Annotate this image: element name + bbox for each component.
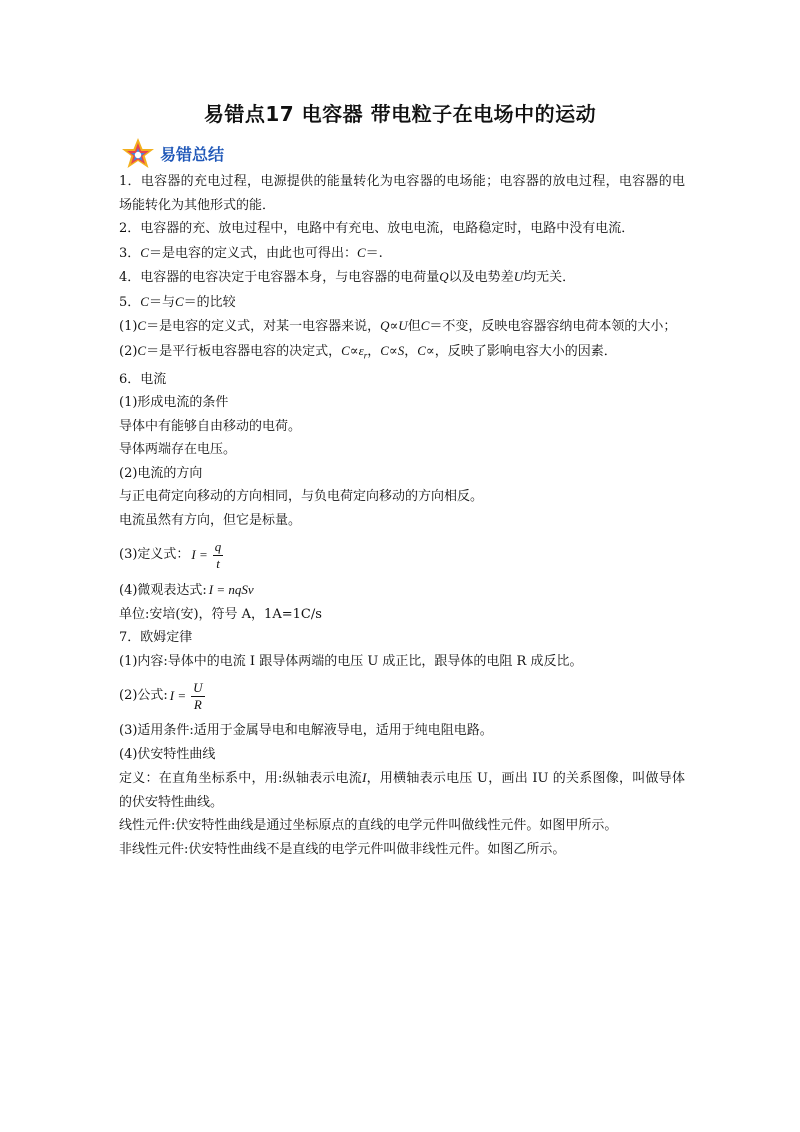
math-symbol: C — [137, 318, 147, 333]
paragraph: 线性元件:伏安特性曲线是通过坐标原点的直线的电学元件叫做线性元件。如图甲所示。 — [119, 818, 618, 834]
paragraph: 6．电流 — [119, 371, 167, 387]
math-subscript: r — [363, 350, 368, 361]
math-symbol: I — [362, 770, 367, 786]
math-symbol: C — [174, 293, 184, 309]
math-symbol: C — [140, 244, 149, 260]
text: ，用横轴表示电压 U，画出 IU 的关系图像，叫做导体的伏安特性曲线。 — [119, 771, 685, 810]
formula-lhs: I = — [191, 547, 208, 563]
text: ， — [404, 343, 418, 359]
paragraph — [119, 290, 685, 315]
fraction-numerator: q — [214, 538, 222, 554]
text: (1) — [119, 319, 138, 334]
formula-line — [119, 676, 685, 716]
text: ＝的比较 — [183, 294, 236, 310]
paragraph: 7．欧姆定律 — [119, 630, 193, 646]
text: (2)公式: — [119, 688, 168, 704]
paragraph: (3)适用条件:适用于金属导电和电解液导电，适用于纯电阻电路。 — [119, 723, 493, 739]
paragraph: 2．电容器的充、放电过程中，电路中有充电、放电电流，电路稳定时，电路中没有电流． — [119, 221, 635, 236]
text: 均无关． — [523, 270, 576, 285]
fraction-numerator: U — [193, 679, 203, 695]
math-symbol: C — [356, 244, 366, 260]
paragraph: 非线性元件:伏安特性曲线不是直线的电学元件叫做非线性元件。如图乙所示。 — [119, 841, 566, 857]
text: ，反映了影响电容大小的因素． — [434, 343, 617, 359]
text: ＝是电容的定义式，对某一电容器来说， — [146, 319, 381, 334]
math-expression: C∝S — [380, 342, 405, 358]
paragraph: (4)伏安特性曲线 — [119, 746, 216, 762]
star-badge-icon — [118, 135, 158, 175]
paragraph: (1)形成电流的条件 — [119, 395, 229, 411]
text: (3)定义式： — [119, 547, 190, 563]
math-symbol: Q — [439, 269, 449, 284]
math-symbol: C — [137, 342, 147, 358]
document-body — [119, 170, 685, 861]
fraction-denominator: t — [216, 555, 220, 571]
fraction-denominator: R — [193, 696, 202, 712]
text: 但 — [407, 319, 421, 334]
paragraph — [119, 314, 685, 339]
text: (2) — [119, 343, 138, 359]
paragraph — [119, 578, 685, 603]
text: 4．电容器的电容决定于电容器本身，与电容器的电荷量 — [119, 270, 440, 285]
text: 3． — [119, 245, 141, 261]
math-expression: C∝ — [417, 342, 435, 358]
fraction — [191, 680, 204, 713]
math-symbol: U — [513, 269, 524, 284]
text: ＝. — [365, 245, 383, 261]
paragraph: (2)电流的方向 — [119, 465, 203, 481]
paragraph: (1)内容:导体中的电流 I 跟导体两端的电压 U 成正比，跟导体的电阻 R 成反比。 — [119, 653, 583, 669]
paragraph: 导体两端存在电压。 — [119, 442, 237, 458]
paragraph: 与正电荷定向移动的方向相同，与负电荷定向移动的方向相反。 — [119, 489, 484, 505]
formula-lhs: I = — [169, 688, 187, 704]
text: ＝与 — [148, 294, 175, 310]
paragraph: 导体中有能够自由移动的电荷。 — [119, 418, 302, 434]
text: ＝是平行板电容器电容的决定式， — [146, 343, 342, 359]
page-title: 易错点17 电容器 带电粒子在电场中的运动 — [203, 102, 597, 126]
fraction — [213, 539, 224, 572]
text: ， — [367, 343, 381, 359]
text: 以及电势差 — [448, 270, 514, 285]
text: 5． — [119, 294, 141, 310]
formula: I = nqSv — [208, 582, 254, 598]
section-label: 易错总结 — [160, 144, 225, 164]
math-symbol: C — [140, 293, 149, 309]
formula-line — [119, 535, 685, 575]
section-header — [118, 138, 224, 168]
paragraph — [119, 339, 685, 368]
paragraph: 电流虽然有方向，但它是标量。 — [119, 512, 302, 528]
text: ＝是电容的定义式，由此也可得出： — [148, 245, 357, 261]
text: ＝不变，反映电容器容纳电荷本领的大小； — [429, 319, 677, 334]
math-expression: C∝ε — [341, 342, 364, 358]
paragraph: 1．电容器的充电过程，电源提供的能量转化为电容器的电场能；电容器的放电过程，电容器的电场能转化为其他形式的能． — [119, 174, 685, 213]
paragraph — [119, 766, 685, 814]
text: 定义：在直角坐标系中，用:纵轴表示电流 — [119, 771, 363, 787]
paragraph — [119, 265, 685, 290]
math-symbol: C — [420, 318, 430, 333]
paragraph: 单位:安培(安)，符号 A，1A=1C/s — [119, 606, 322, 622]
text: (4)微观表达式: — [119, 583, 207, 599]
paragraph — [119, 241, 685, 266]
math-expression: Q∝U — [380, 318, 408, 333]
